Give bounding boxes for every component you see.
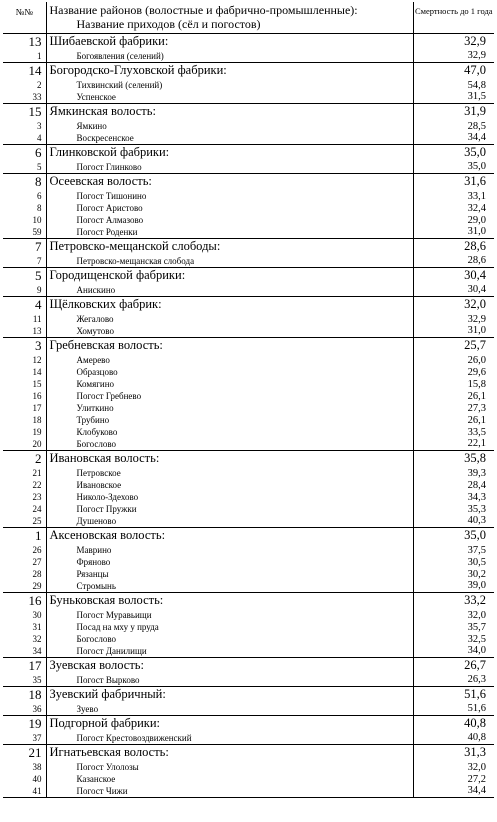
district-number: 15 — [3, 103, 46, 120]
parish-row — [3, 325, 494, 337]
parish-name: Погост Глинково — [46, 161, 413, 173]
parish-number: 12 — [3, 354, 46, 366]
parish-name: Анискино — [46, 284, 413, 296]
district-number: 2 — [3, 450, 46, 467]
parish-name: Рязанцы — [46, 568, 413, 580]
parish-number: 21 — [3, 467, 46, 479]
parish-name: Погост Алмазово — [46, 214, 413, 226]
district-name: Аксеновская волость: — [46, 527, 413, 544]
district-name: Игнатьевская волость: — [46, 744, 413, 761]
parish-mortality: 39,3 — [467, 467, 486, 479]
parish-name: Трубино — [46, 414, 413, 426]
parish-name: Казанское — [46, 773, 413, 785]
district-number: 7 — [3, 238, 46, 255]
parish-row — [3, 226, 494, 238]
parish-number: 41 — [3, 785, 46, 797]
district-name: Городищенской фабрики: — [46, 267, 413, 284]
parish-mortality: 26,3 — [467, 674, 486, 686]
header-name-line2: Название приходов (сёл и погостов) — [76, 17, 261, 31]
parish-name: Улиткино — [46, 402, 413, 414]
parish-row — [3, 50, 494, 62]
parish-row — [3, 354, 494, 366]
parish-number: 26 — [3, 544, 46, 556]
parish-name: Погост Чижи — [46, 785, 413, 797]
header-number: №№ — [3, 2, 46, 33]
parish-number: 40 — [3, 773, 46, 785]
parish-mortality: 30,2 — [467, 568, 486, 580]
parish-row — [3, 703, 494, 715]
parish-number: 6 — [3, 190, 46, 202]
parish-name: Фряново — [46, 556, 413, 568]
district-name: Зуевский фабричный: — [46, 686, 413, 703]
parish-name: Богослово — [46, 438, 413, 450]
district-number: 18 — [3, 686, 46, 703]
parish-mortality: 27,2 — [467, 773, 486, 785]
district-name: Ямкинская волость: — [46, 103, 413, 120]
parish-number: 38 — [3, 761, 46, 773]
parish-name: Стромынь — [46, 580, 413, 592]
table-body — [3, 33, 494, 797]
parish-mortality: 37,5 — [467, 544, 486, 556]
parish-name: Петровско-мещанская слобода — [46, 255, 413, 267]
district-mortality: 32,9 — [413, 33, 494, 50]
parish-number: 34 — [3, 645, 46, 657]
parish-mortality: 39,0 — [467, 580, 486, 592]
district-row — [3, 267, 494, 284]
parish-number: 30 — [3, 609, 46, 621]
parish-row — [3, 438, 494, 450]
parish-row — [3, 414, 494, 426]
parish-name: Жегалово — [46, 313, 413, 325]
parish-mortality: 32,9 — [467, 50, 486, 62]
parish-number: 3 — [3, 120, 46, 132]
parish-number: 9 — [3, 284, 46, 296]
district-name: Подгорной фабрики: — [46, 715, 413, 732]
district-name: Гребневская волость: — [46, 337, 413, 354]
district-row — [3, 715, 494, 732]
district-mortality: 32,0 — [413, 296, 494, 313]
parish-row — [3, 190, 494, 202]
parish-row — [3, 79, 494, 91]
parish-name: Погост Пружки — [46, 503, 413, 515]
parish-row — [3, 544, 494, 556]
parish-mortality: 51,6 — [467, 703, 486, 715]
parish-name: Погост Роденки — [46, 226, 413, 238]
parish-mortality: 35,3 — [467, 503, 486, 515]
parish-number: 25 — [3, 515, 46, 527]
parish-number: 8 — [3, 202, 46, 214]
parish-mortality: 40,3 — [467, 515, 486, 527]
parish-number: 18 — [3, 414, 46, 426]
district-number: 5 — [3, 267, 46, 284]
district-number: 17 — [3, 657, 46, 674]
parish-number: 16 — [3, 390, 46, 402]
parish-mortality: 26,1 — [467, 414, 486, 426]
parish-row — [3, 645, 494, 657]
parish-mortality: 32,9 — [467, 313, 486, 325]
district-mortality: 31,3 — [413, 744, 494, 761]
parish-name: Успенское — [46, 91, 413, 103]
district-row — [3, 744, 494, 761]
district-row — [3, 450, 494, 467]
district-number: 1 — [3, 527, 46, 544]
parish-name: Душеново — [46, 515, 413, 527]
district-number: 6 — [3, 144, 46, 161]
parish-number: 28 — [3, 568, 46, 580]
parish-name: Погост Улолозы — [46, 761, 413, 773]
parish-mortality: 29,0 — [467, 214, 486, 226]
district-row — [3, 527, 494, 544]
parish-number: 4 — [3, 132, 46, 144]
district-mortality: 51,6 — [413, 686, 494, 703]
parish-mortality: 34,4 — [413, 785, 494, 797]
parish-mortality: 26,0 — [467, 354, 486, 366]
parish-name: Образцово — [46, 366, 413, 378]
district-name: Зуевская волость: — [46, 657, 413, 674]
district-name: Буньковская волость: — [46, 592, 413, 609]
district-number: 4 — [3, 296, 46, 313]
district-mortality: 35,0 — [413, 144, 494, 161]
parish-number: 15 — [3, 378, 46, 390]
parish-row — [3, 674, 494, 686]
parish-row — [3, 761, 494, 773]
parish-mortality: 15,8 — [467, 378, 486, 390]
district-number: 3 — [3, 337, 46, 354]
parish-row — [3, 467, 494, 479]
district-row — [3, 33, 494, 50]
parish-row — [3, 732, 494, 744]
parish-row — [3, 515, 494, 527]
district-mortality: 35,0 — [413, 527, 494, 544]
parish-row — [3, 773, 494, 785]
parish-number: 31 — [3, 621, 46, 633]
parish-name: Погост Тишонино — [46, 190, 413, 202]
district-row — [3, 686, 494, 703]
parish-row — [3, 580, 494, 592]
district-number: 13 — [3, 33, 46, 50]
parish-number: 10 — [3, 214, 46, 226]
parish-mortality: 34,0 — [467, 645, 486, 657]
parish-number: 29 — [3, 580, 46, 592]
parish-number: 14 — [3, 366, 46, 378]
parish-name: Зуево — [46, 703, 413, 715]
parish-row — [3, 402, 494, 414]
parish-row — [3, 491, 494, 503]
district-mortality: 26,7 — [413, 657, 494, 674]
district-mortality: 47,0 — [413, 62, 494, 79]
district-mortality: 31,9 — [413, 103, 494, 120]
parish-mortality: 28,5 — [467, 120, 486, 132]
parish-mortality: 32,0 — [467, 761, 486, 773]
parish-mortality: 30,4 — [467, 284, 486, 296]
parish-name: Клобуково — [46, 426, 413, 438]
parish-number: 13 — [3, 325, 46, 337]
parish-mortality: 28,4 — [467, 479, 486, 491]
parish-name: Богоявления (селений) — [46, 50, 413, 62]
parish-number: 32 — [3, 633, 46, 645]
parish-mortality: 34,4 — [467, 132, 486, 144]
parish-row — [3, 556, 494, 568]
parish-row — [3, 161, 494, 173]
header-name-line1: Название районов (волостные и фабрично-промышленные): — [49, 3, 358, 17]
parish-row — [3, 390, 494, 402]
district-row — [3, 238, 494, 255]
parish-number: 36 — [3, 703, 46, 715]
parish-name: Амерево — [46, 354, 413, 366]
parish-mortality: 33,1 — [467, 190, 486, 202]
parish-mortality: 40,8 — [467, 732, 486, 744]
parish-row — [3, 91, 494, 103]
district-name: Осеевская волость: — [46, 173, 413, 190]
parish-number: 23 — [3, 491, 46, 503]
district-mortality: 30,4 — [413, 267, 494, 284]
parish-name: Маврино — [46, 544, 413, 556]
parish-row — [3, 120, 494, 132]
parish-name: Петровское — [46, 467, 413, 479]
district-number: 21 — [3, 744, 46, 761]
parish-number: 2 — [3, 79, 46, 91]
parish-number: 27 — [3, 556, 46, 568]
district-name: Богородско-Глуховской фабрики: — [46, 62, 413, 79]
parish-number: 35 — [3, 674, 46, 686]
parish-number: 19 — [3, 426, 46, 438]
parish-row — [3, 132, 494, 144]
mortality-table — [3, 2, 494, 798]
parish-mortality: 31,0 — [467, 226, 486, 238]
district-row — [3, 296, 494, 313]
parish-mortality: 27,3 — [467, 402, 486, 414]
district-row — [3, 337, 494, 354]
district-mortality: 40,8 — [413, 715, 494, 732]
parish-name: Погост Аристово — [46, 202, 413, 214]
district-number: 8 — [3, 173, 46, 190]
district-number: 14 — [3, 62, 46, 79]
district-row — [3, 144, 494, 161]
parish-name: Погост Вырково — [46, 674, 413, 686]
parish-mortality: 31,0 — [467, 325, 486, 337]
parish-name: Ямкино — [46, 120, 413, 132]
parish-row — [3, 366, 494, 378]
parish-row — [3, 313, 494, 325]
district-row — [3, 62, 494, 79]
parish-mortality: 29,6 — [467, 366, 486, 378]
district-row — [3, 103, 494, 120]
district-row — [3, 657, 494, 674]
parish-row — [3, 479, 494, 491]
district-mortality: 35,8 — [413, 450, 494, 467]
parish-row — [3, 785, 494, 797]
parish-row — [3, 568, 494, 580]
parish-number: 17 — [3, 402, 46, 414]
parish-number: 5 — [3, 161, 46, 173]
parish-number: 22 — [3, 479, 46, 491]
district-mortality: 31,6 — [413, 173, 494, 190]
district-name: Ивановская волость: — [46, 450, 413, 467]
parish-number: 7 — [3, 255, 46, 267]
district-number: 16 — [3, 592, 46, 609]
district-name: Петровско-мещанской слободы: — [46, 238, 413, 255]
district-name: Глинковской фабрики: — [46, 144, 413, 161]
parish-row — [3, 214, 494, 226]
parish-row — [3, 426, 494, 438]
parish-mortality: 30,5 — [467, 556, 486, 568]
parish-mortality: 26,1 — [467, 390, 486, 402]
parish-number: 24 — [3, 503, 46, 515]
parish-name: Тихвинский (селений) — [46, 79, 413, 91]
district-name: Щёлковских фабрик: — [46, 296, 413, 313]
parish-mortality: 32,0 — [467, 609, 486, 621]
table-header — [3, 2, 494, 33]
parish-mortality: 54,8 — [467, 79, 486, 91]
parish-name: Погост Данилищи — [46, 645, 413, 657]
district-mortality: 28,6 — [413, 238, 494, 255]
parish-row — [3, 255, 494, 267]
district-row — [3, 173, 494, 190]
parish-row — [3, 202, 494, 214]
header-mortality: Смертность до 1 года — [413, 2, 494, 33]
parish-name: Николо-Здехово — [46, 491, 413, 503]
parish-mortality: 31,5 — [467, 91, 486, 103]
parish-number: 11 — [3, 313, 46, 325]
parish-number: 1 — [3, 50, 46, 62]
parish-mortality: 22,1 — [467, 438, 486, 450]
parish-name: Погост Гребнево — [46, 390, 413, 402]
parish-name: Посад на мху у пруда — [46, 621, 413, 633]
parish-number: 59 — [3, 226, 46, 238]
parish-row — [3, 633, 494, 645]
district-row — [3, 592, 494, 609]
parish-row — [3, 284, 494, 296]
parish-mortality: 33,5 — [467, 426, 486, 438]
parish-name: Воскресенское — [46, 132, 413, 144]
parish-name: Богослово — [46, 633, 413, 645]
district-mortality: 25,7 — [413, 337, 494, 354]
parish-mortality: 28,6 — [467, 255, 486, 267]
parish-mortality: 35,7 — [467, 621, 486, 633]
parish-name: Комягино — [46, 378, 413, 390]
parish-name: Погост Крестовоздвиженский — [46, 732, 413, 744]
parish-name: Ивановское — [46, 479, 413, 491]
parish-mortality: 32,4 — [467, 202, 486, 214]
district-mortality: 33,2 — [413, 592, 494, 609]
parish-name: Погост Муравьищи — [46, 609, 413, 621]
parish-number: 20 — [3, 438, 46, 450]
parish-number: 33 — [3, 91, 46, 103]
parish-mortality: 34,3 — [467, 491, 486, 503]
parish-row — [3, 503, 494, 515]
header-name — [46, 2, 413, 33]
district-number: 19 — [3, 715, 46, 732]
parish-mortality: 32,5 — [467, 633, 486, 645]
district-name: Шибаевской фабрики: — [46, 33, 413, 50]
parish-mortality: 35,0 — [467, 161, 486, 173]
parish-name: Хомутово — [46, 325, 413, 337]
parish-row — [3, 609, 494, 621]
parish-row — [3, 621, 494, 633]
parish-number: 37 — [3, 732, 46, 744]
parish-row — [3, 378, 494, 390]
